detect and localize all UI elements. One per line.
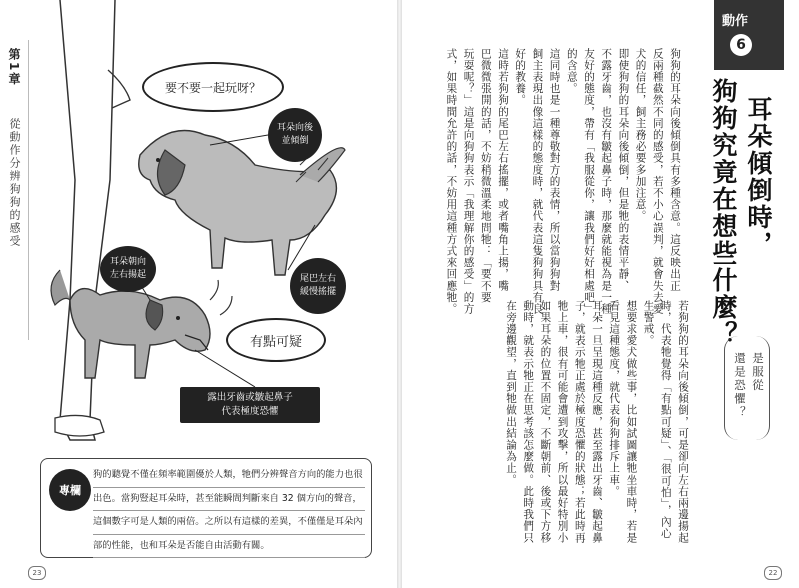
note-line: 出色。當狗豎起耳朵時，甚至能瞬間判斷來自 32 個方向的聲音，	[93, 488, 365, 512]
title-line-2: 狗狗究竟在想些什麼？	[709, 78, 738, 348]
speech-bubble-top: 要不要一起玩呀？	[142, 62, 284, 112]
body-column: 反兩種截然不同的感受，若不小心誤判，就會失去愛	[651, 48, 664, 315]
note-line: 這個數字可是人類的兩倍。之所以有這樣的差異，不僅僅是耳朵內	[93, 511, 365, 535]
body-column: 若狗狗的耳朵向後傾倒，可是卻向左右兩邊揚起	[677, 300, 689, 544]
body-column: 時，代表牠覺得「有點可疑」、「很可怕」，內心	[659, 300, 672, 540]
body-column: 牠上車，很有可能會遭到攻擊，所以最好特別小	[556, 300, 569, 544]
body-column: 犬的信任，飼主務必要多加注意。	[634, 48, 647, 222]
body-column: 動時，就表示牠正在思考該怎麼做。此時我們只	[522, 300, 535, 544]
subtitle-line: 是服從	[751, 352, 765, 393]
subtitle-line: 還是恐懼？	[733, 352, 747, 420]
label-ears-back: 耳朵向後 並傾倒	[268, 108, 322, 162]
body-column: 式，如果時間允許的話，不妨用這種方式來回應牠。	[445, 48, 458, 315]
body-column: 想要求愛犬做些事，比如試圖讓牠坐車時，若是	[625, 300, 638, 544]
page-number-left: 23	[28, 566, 46, 580]
body-column: 巴微微張開的話，不妨稍微溫柔地問牠：「要不要	[479, 48, 492, 304]
chapter-subtitle: 從動作分辨狗狗的感受	[8, 118, 21, 248]
body-column: 好的教養。	[514, 48, 527, 106]
body-column: 如果耳朵的位置不固定，不斷朝前、後或下方移	[539, 300, 552, 544]
chapter-label: 第1章	[7, 48, 21, 87]
body-column: 子，就表示牠正處於極度恐懼的狀態；若此時再	[573, 300, 586, 544]
body-column: 玩耍呢？」這是向狗狗表示「我理解你的感受」的方	[462, 48, 475, 315]
body-column: 這同時也是一種尊敬對方的表情，所以當狗狗對	[548, 48, 561, 292]
label-ears-up: 耳朵朝向 左右揚起	[100, 246, 156, 292]
body-column: 這時若狗狗的尾巴左右搖擺，或者嘴角上揚，嘴	[497, 48, 509, 292]
note-line: 狗的聽覺不僅在頻率範圍優於人類，牠們分辨聲音方向的能力也很	[93, 464, 365, 488]
page-number-right: 22	[764, 566, 782, 580]
body-column: 在旁邊觀望，直到牠做出結論為止。	[505, 300, 517, 486]
body-column: 的含意。	[565, 48, 578, 95]
body-column: 看見這種態度，就代表狗狗排斥上車。	[608, 300, 621, 498]
column-badge: 專欄	[49, 469, 91, 511]
label-tail: 尾巴左右 緩慢搖擺	[290, 258, 346, 314]
body-column: 耳朵一旦呈現這種反應，甚至露出牙齒、皺起鼻	[591, 300, 603, 544]
body-column: 生警戒。	[642, 300, 655, 347]
action-number: 6	[730, 34, 752, 56]
label-teeth: 露出牙齒或皺起鼻子 代表極度恐懼	[180, 387, 320, 423]
body-column: 即使狗狗的耳朵向後傾倒，但是牠的表情平靜、	[617, 48, 630, 292]
note-line: 部的性能，也和耳朵是否能自由活動有關。	[93, 535, 365, 559]
body-column: 不露牙齒，也沒有皺起鼻子時，那麼就能視為是一種	[600, 48, 613, 315]
subtitle-text	[731, 352, 767, 420]
action-label: 動作	[722, 14, 749, 29]
body-column: 友好的態度，帶有「我服從你，讓我們好好相處吧」	[583, 48, 595, 315]
speech-bubble-bottom: 有點可疑	[226, 318, 326, 362]
left-page	[0, 0, 397, 588]
body-column: 狗狗的耳朵向後傾倒具有多種含意。這反映出正	[669, 48, 681, 292]
column-note	[40, 458, 372, 558]
title-line-1: 耳朵傾倒時，	[744, 96, 773, 258]
column-note-text	[93, 464, 365, 558]
subtitle-frame	[724, 336, 770, 440]
body-column: 飼主表現出像這樣的態度時，就代表這隻狗狗具有良	[531, 48, 544, 315]
